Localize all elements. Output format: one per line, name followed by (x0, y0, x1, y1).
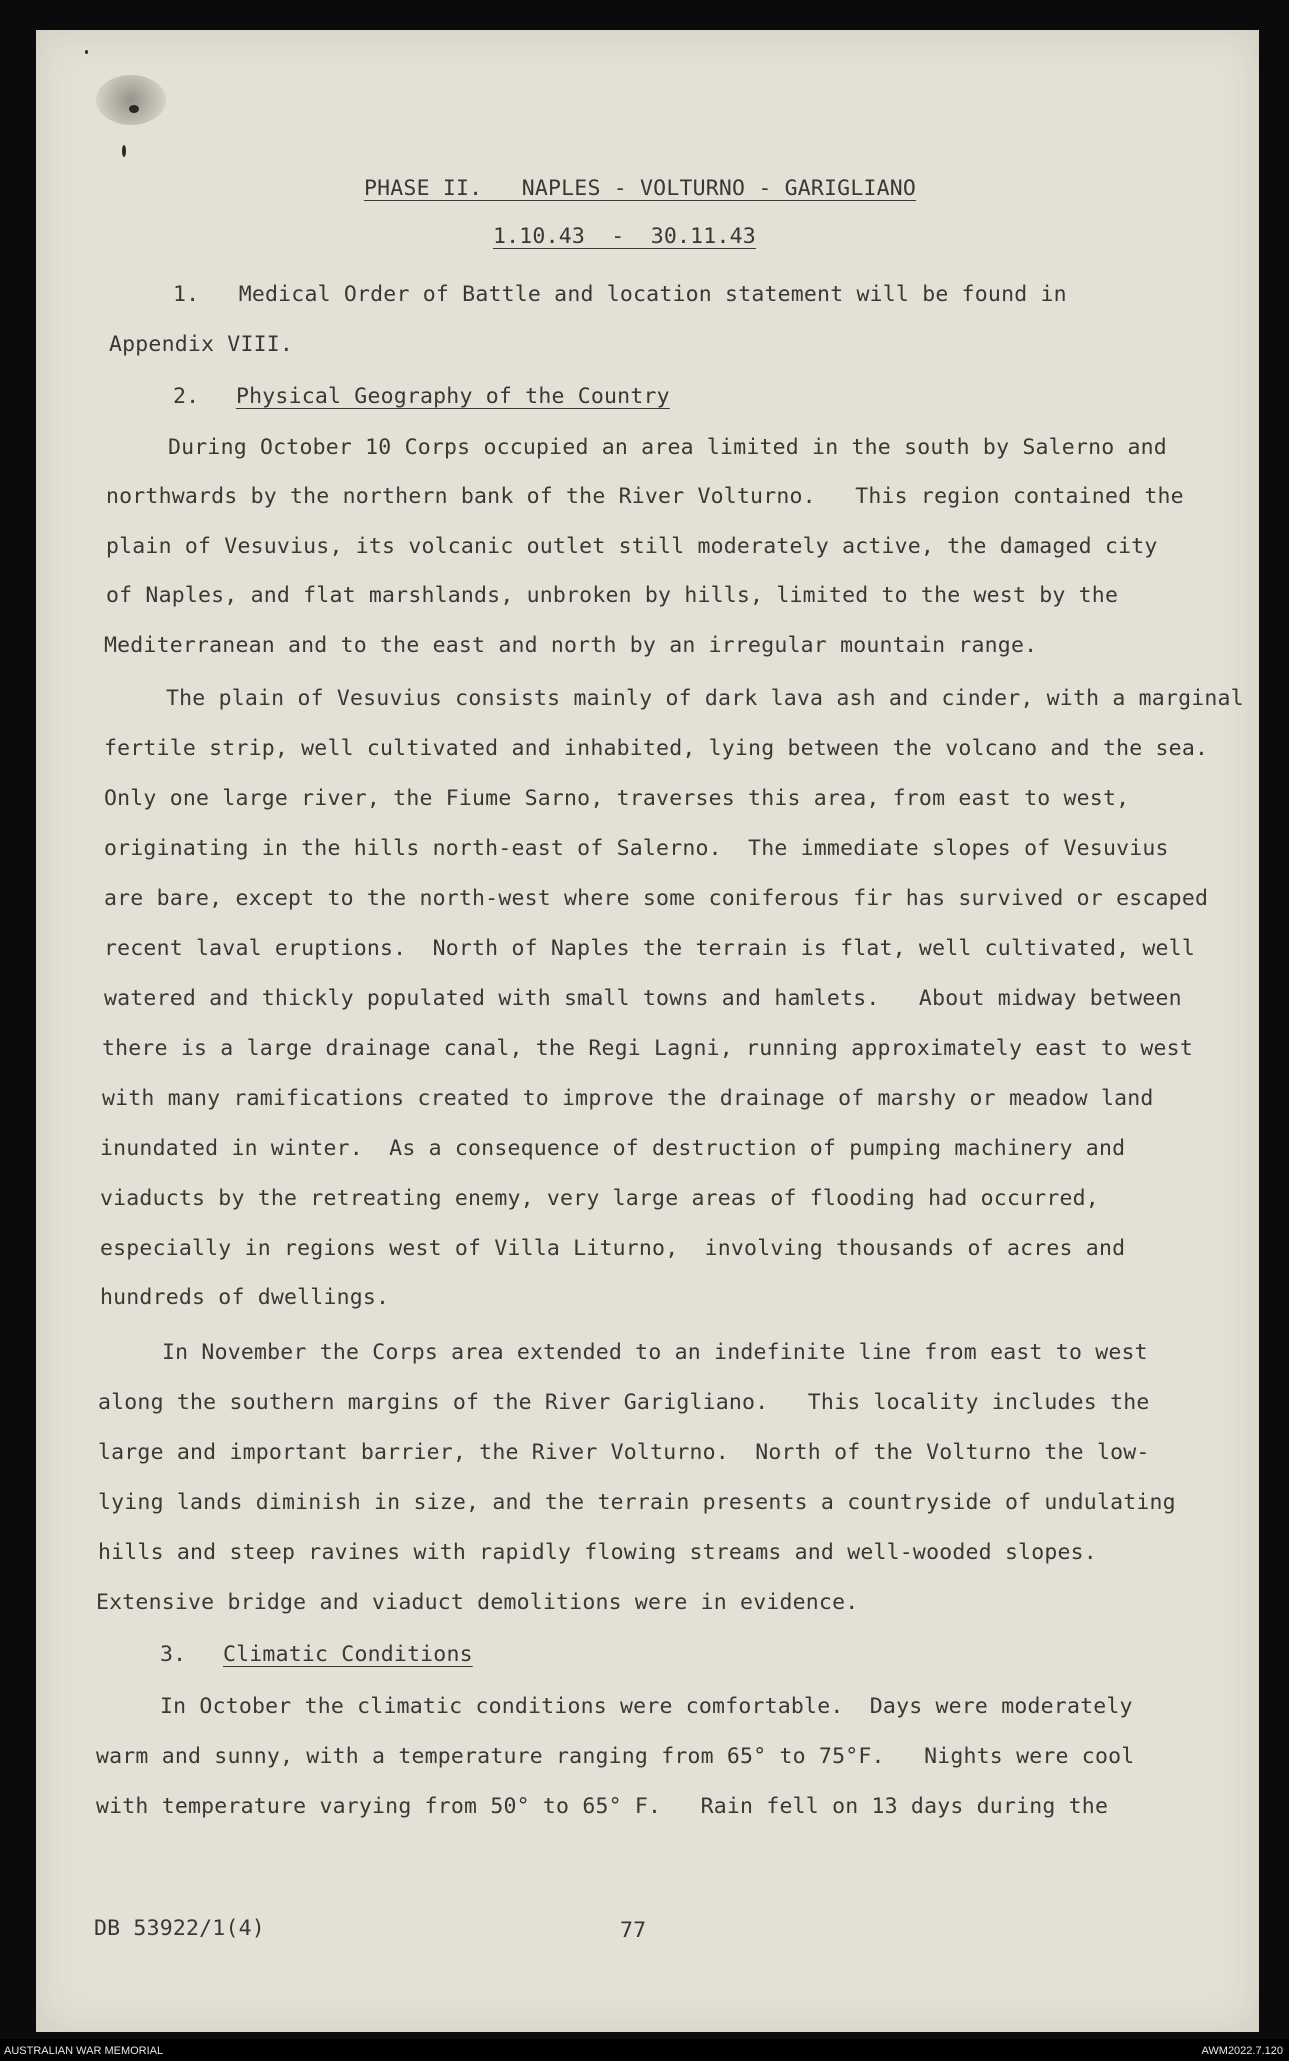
para-3-line: In November the Corps area extended to an indefinite line from east to west (162, 1340, 1148, 1365)
para-2-line: watered and thickly populated with small towns and hamlets. About midway between (104, 986, 1182, 1011)
section-3-number: 3. (160, 1642, 187, 1667)
para-2-line: fertile strip, well cultivated and inhabited, lying between the volcano and the sea. (104, 736, 1209, 761)
section-2-number: 2. (173, 384, 200, 409)
paper-speck (122, 145, 126, 157)
para-2-line: The plain of Vesuvius consists mainly of dark lava ash and cinder, with a marginal (166, 686, 1244, 711)
para-4-line: In October the climatic conditions were comfortable. Days were moderately (160, 1694, 1133, 1719)
para-4-line: with temperature varying from 50° to 65° F. Rain fell on 13 days during the (96, 1794, 1109, 1819)
para-2-line: with many ramifications created to improve the drainage of marshy or meadow land (102, 1086, 1154, 1111)
para-1-line: During October 10 Corps occupied an area limited in the south by Salerno and (168, 435, 1167, 460)
page-title: PHASE II. NAPLES - VOLTURNO - GARIGLIANO (364, 176, 917, 201)
para-2-line: are bare, except to the north-west where some coniferous fir has survived or escaped (104, 886, 1209, 911)
archive-name: AUSTRALIAN WAR MEMORIAL (4, 2045, 164, 2057)
para-2-line: especially in regions west of Villa Liturno, involving thousands of acres and (100, 1236, 1126, 1261)
para-2-line: Only one large river, the Fiume Sarno, traverses this area, from east to west, (104, 786, 1130, 811)
archive-reference: AWM2022.7.120 (1201, 2045, 1283, 2057)
section-2-heading: Physical Geography of the Country (236, 384, 670, 409)
item-1-line-2: Appendix VIII. (109, 332, 294, 357)
para-1-line: Mediterranean and to the east and north by an irregular mountain range. (104, 633, 1038, 658)
para-2-line: inundated in winter. As a consequence of destruction of pumping machinery and (100, 1136, 1126, 1161)
para-3-line: hills and steep ravines with rapidly flowing streams and well-wooded slopes. (98, 1540, 1097, 1565)
para-2-line: recent laval eruptions. North of Naples the terrain is flat, well cultivated, well (104, 936, 1195, 961)
date-range: 1.10.43 - 30.11.43 (493, 224, 756, 249)
item-1-line-1 (173, 282, 1067, 307)
para-4-line: warm and sunny, with a temperature ranging from 65° to 75°F. Nights were cool (96, 1744, 1135, 1769)
section-3-heading: Climatic Conditions (223, 1642, 473, 1667)
paper-speck (129, 105, 139, 113)
paper-stain (96, 75, 166, 125)
archive-footer-bar (0, 2039, 1289, 2061)
para-2-line: there is a large drainage canal, the Regi Lagni, running approximately east to west (102, 1036, 1193, 1061)
para-1-line: plain of Vesuvius, its volcanic outlet still moderately active, the damaged city (106, 534, 1158, 559)
para-3-line: along the southern margins of the River Garigliano. This locality includes the (98, 1390, 1150, 1415)
paper-speck (85, 50, 88, 54)
item-1-number: 1. Medical Order of Battle and location statement will be found in (173, 282, 1067, 307)
document-page (36, 30, 1259, 2032)
para-1-line: of Naples, and flat marshlands, unbroken by hills, limited to the west by the (106, 583, 1119, 608)
para-1-line: northwards by the northern bank of the River Volturno. This region contained the (106, 484, 1184, 509)
para-2-line: hundreds of dwellings. (100, 1285, 390, 1310)
para-3-line: Extensive bridge and viaduct demolitions were in evidence. (96, 1590, 859, 1615)
page-number: 77 (620, 1918, 647, 1943)
para-3-line: large and important barrier, the River Volturno. North of the Volturno the low- (98, 1440, 1150, 1465)
document-reference: DB 53922/1(4) (94, 1916, 265, 1941)
para-2-line: viaducts by the retreating enemy, very large areas of flooding had occurred, (100, 1186, 1099, 1211)
para-2-line: originating in the hills north-east of Salerno. The immediate slopes of Vesuvius (104, 836, 1169, 861)
para-3-line: lying lands diminish in size, and the terrain presents a countryside of undulating (98, 1490, 1176, 1515)
